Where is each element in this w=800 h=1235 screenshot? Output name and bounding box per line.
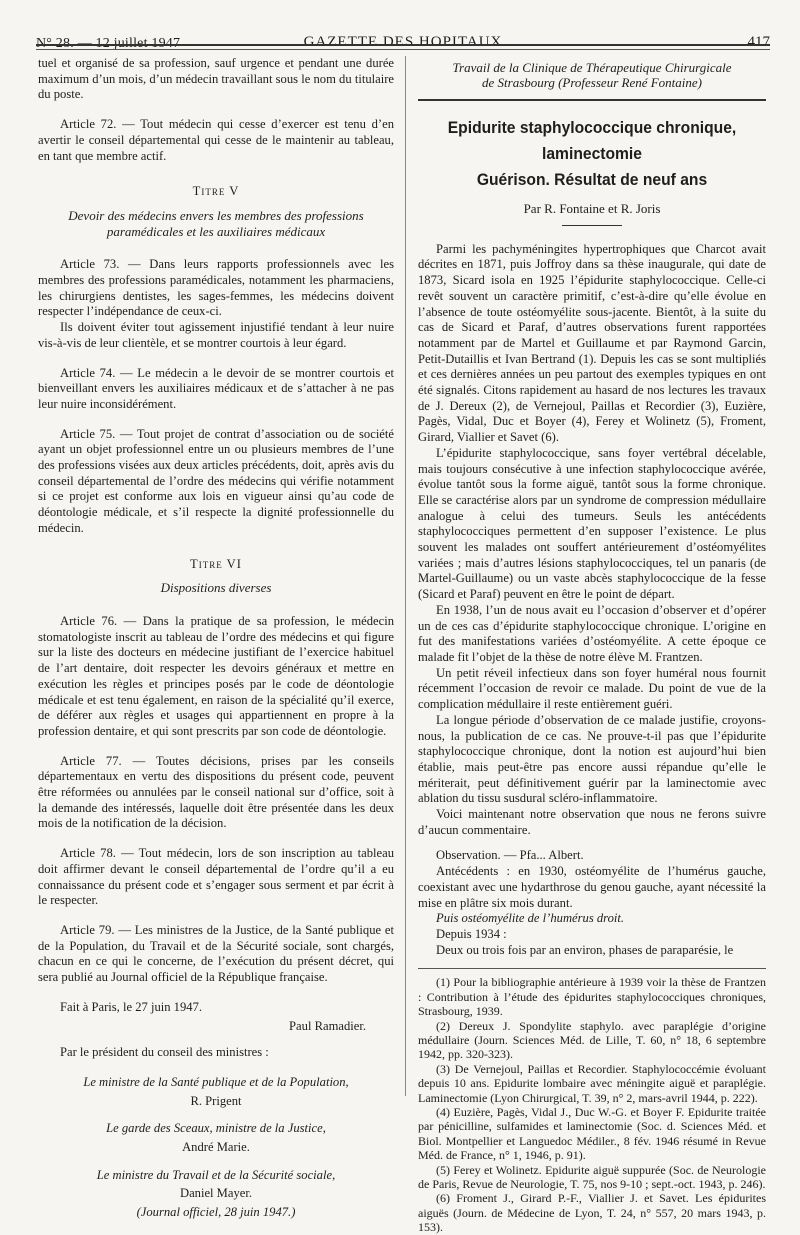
observation-text: Antécédents : en 1930, ostéomyélite de l’humérus gauche, coexistant avec une hydarthrose du genou gauche, ayant nécessité la mise en plâtre six mois durant. <box>418 864 766 910</box>
minister-name: André Marie. <box>182 1139 250 1154</box>
title-rule <box>418 99 766 101</box>
page-number: 417 <box>747 34 770 50</box>
references <box>418 968 766 1234</box>
journal-title: GAZETTE DES HOPITAUX <box>303 34 503 50</box>
article-title: Guérison. Résultat de neuf ans <box>476 170 708 189</box>
section-subtitle: Dispositions diverses <box>160 580 272 596</box>
header-rule-thin <box>36 49 770 50</box>
reference-item: (5) Ferey et Wolinetz. Epidurite aiguë suppurée (Soc. de Neurologie de Paris, Revue de Neurologie, T. 75, nos 9-10 ; sept.-oct. 1943, p. 246). <box>418 1162 766 1192</box>
page-header <box>36 16 770 51</box>
minister-name: R. Prigent <box>190 1093 242 1108</box>
reference-item: (1) Pour la bibliographie antérieure à 1939 voir la thèse de Frantzen : Contribution à l’étude des épidurites staphylococciques chroniques, Strasbourg, 1939. <box>418 975 766 1019</box>
article-74: Article 74. — Le médecin a le devoir de se montrer courtois et bienveillant envers les auxiliaires médicaux et de s’attacher à ne pas leur nuire inconsidérément. <box>38 365 394 411</box>
paragraph: Ils doivent éviter tout agissement injustifié tendant à leur nuire vis-à-vis de leur clientèle, et se montrer courtois à leur égard. <box>38 320 394 350</box>
right-column <box>418 60 766 1235</box>
minister-title: Le garde des Sceaux, ministre de la Justice, <box>106 1121 326 1136</box>
column-divider <box>405 56 406 1096</box>
observation-heading: Observation. — Pfa... Albert. <box>436 848 584 863</box>
body-paragraph: En 1938, l’un de nous avait eu l’occasion d’observer et d’opérer un de ces cas d’épidurite staphylococcique chronique. L’origine en fut des manifestations variées d’ostéomyélite. A cette époque ce malade fit l’objet de la thèse de notre élève M. Frantzen. <box>418 602 766 664</box>
short-rule <box>562 225 622 226</box>
body-paragraph: Un petit réveil infectieux dans son foyer huméral nous fournit récemment l’occasion de revoir ce malade. Du point de vue de la complication médullaire il reste entièrement guéri. <box>418 665 766 712</box>
issue-label: N° 28. — 12 juillet 1947 <box>36 36 181 51</box>
body-paragraph: L’épidurite staphylococcique, sans foyer vertébral décelable, mais toujours consécutive à une infection staphylococcique avérée, évolue tantôt sous la forme aiguë, tantôt sous la forme chronique. Elle se caractérise alors par un syndrome de compression médullaire analogue à celui des tumeurs. Seuls les antécédents staphylococciques permettent d’en supposer l’existence. Le plus souvent les malades ont souffert antérieurement d’ostéomyélites variées ; mais d’autres lésions staphylococciques, tel un panaris (de Martel-Guillaume) ou un vaste abcès staphylococcique de la fesse (Sicard et Paraf) peuvent en être le point de départ. <box>418 445 766 602</box>
article-78: Article 78. — Tout médecin, lors de son inscription au tableau doit affirmer devant le conseil départemental de l’ordre qu’il a eu connaissance du présent code et s’engager sous serment et par écrit à le respecter. <box>38 846 394 908</box>
reference-item: (6) Froment J., Girard P.-F., Viallier J. et Savet. Les épidurites aiguës (Journ. de Médecine de Lyon, T. 24, n° 557, 20 mars 1943, p. 153). <box>418 1191 766 1235</box>
paragraph: tuel et organisé de sa profession, sauf urgence et pendant une durée maximum d’un mois, d’un médecin travaillant sous le nom du titulaire du poste. <box>38 56 394 102</box>
article-73: Article 73. — Dans leurs rapports professionnels avec les membres des professions paramédicales, notamment les pharmaciens, les chirurgiens dentistes, les sages-femmes, les médecins doivent respecter l’indépendance de ceux-ci. <box>38 257 394 319</box>
minister-title: Le ministre de la Santé publique et de la Population, <box>83 1074 349 1089</box>
section-subtitle: Devoir des médecins envers les membres des professions paramédicales et les auxiliaires médicaux <box>68 207 364 239</box>
left-column <box>38 56 394 1224</box>
article-75: Article 75. — Tout projet de contrat d’association ou de société ayant un objet professionnel entre un ou plusieurs membres de l’une des professions visées aux deux articles précédents, doit, après avis du conseil départemental de l’ordre des médecins qui vérifie notamment si ce projet est conforme aux lois en vigueur ainsi qu’au code de déontologie médicale, et s’il respecte la dignité professionnelle du médecin. <box>38 426 394 535</box>
observation-text: Depuis 1934 : <box>436 926 507 941</box>
minister-title: Le ministre du Travail et de la Sécurité sociale, <box>96 1167 336 1182</box>
body-paragraph: Voici maintenant notre observation que nous ne ferons suivre d’aucun commentaire. <box>418 807 766 837</box>
reference-item: (4) Euzière, Pagès, Vidal J., Duc W.-G. et Boyer F. Epidurite traitée par pénicilline, sulfamides et laminectomie (Soc. d. Sciences Méd. et Biol. Montpellier et Languedoc Médiler., 8 fév. 1946 résumé in Revue Méd. de France, n° 1, 1946, p. 91). <box>418 1105 766 1163</box>
signature-name: Paul Ramadier. <box>289 1019 366 1034</box>
section-title-titre-5: Titre V <box>192 184 240 199</box>
body-paragraph: La longue période d’observation de ce malade justifie, croyons-nous, la publication de ce cas. Ne prouve-t-il pas que l’épidurite staphylococcique chronique, dont la notion est aujourd’hui bien établie, mais peut-être pas encore aussi répandue qu’elle le mériterait, peut définitivement guérir par la laminectomie avec ablation du tissu susdural scléro-inflammatoire. <box>418 712 766 806</box>
header-rule <box>36 44 770 46</box>
body-paragraph: Parmi les pachyméningites hypertrophiques que Charcot avait décrites en 1871, puis Joffroy dans sa thèse inaugurale, qui date de 1873, Sicard isola en 1925 l’épidurite staphylococcique. Celle-ci revêt souvent un caractère primitif, c’est-à-dire qu’elle évolue en l’absence de toute ostéomyélite sous-jacente. Bientôt, à la suite du cas de Sicard et Paraf, d’autres observations furent rapportées notamment par de Martel et Guillaume et par Raymond Garcin, Petit-Dutaillis et Ivan Bertrand (1). Depuis les cas se sont multipliés et ces dernières années un peu partout des exemples typiques en ont été signalés. Citons rapidement au hasard de nos lectures les travaux de J. Dereux (2), de Vernejoul, Paillas et Recordier (3), Euzière, Pagès, Vidal, Duc et Boyer (4), Ferey et Wolinetz (5), Froment, Girard, Viallier et Savet (6). <box>418 241 766 445</box>
clinic-line: Travail de la Clinique de Thérapeutique Chirurgicale <box>452 60 732 75</box>
section-title-titre-6: Titre VI <box>190 556 242 571</box>
authors-line: Par R. Fontaine et R. Joris <box>523 201 661 216</box>
observation-text: Puis ostéomyélite de l’humérus droit. <box>436 911 625 926</box>
reference-item: (3) De Vernejoul, Paillas et Recordier. Staphylococcémie évoluant depuis 10 ans. Epidurite lombaire avec méningite aiguë et paraplégie. Laminectomie (Lyon Chirurgical, T. 39, n° 2, mars-avril 1944, p. 222). <box>418 1061 766 1105</box>
article-79: Article 79. — Les ministres de la Justice, de la Santé publique et de la Population, du Travail et de la Sécurité sociale, sont chargés, chacun en ce qui le concerne, de l’exécution du présent décret, qui sera publié au Journal officiel de la République française. <box>38 922 394 985</box>
journal-officiel-ref: (Journal officiel, 28 juin 1947.) <box>136 1205 296 1220</box>
article-title: Epidurite staphylococcique chronique, laminectomie <box>447 118 737 163</box>
by-president: Par le président du conseil des ministres : <box>60 1045 269 1060</box>
date-line: Fait à Paris, le 27 juin 1947. <box>60 999 203 1014</box>
article-77: Article 77. — Toutes décisions, prises par les conseils départementaux en vertu des dispositions du présent code, peuvent être réformées ou annulées par le conseil national sur d’office, soit à la demande des intéressés, laquelle doit être présentée dans les deux mois de la notification de la décision. <box>38 753 394 831</box>
article-72: Article 72. — Tout médecin qui cesse d’exercer est tenu d’en avertir le conseil départemental qui cesse de le maintenir au tableau, en tant que membre actif. <box>38 117 394 163</box>
reference-item: (2) Dereux J. Spondylite staphylo. avec paraplégie d’origine médullaire (Journ. Sciences Méd. de Lille, T. 60, n° 18, 6 septembre 1942, pp. 320-323). <box>418 1018 766 1062</box>
clinic-line: de Strasbourg (Professeur René Fontaine) <box>482 75 702 90</box>
observation-text: Deux ou trois fois par an environ, phases de paraparésie, le <box>436 942 734 957</box>
minister-name: Daniel Mayer. <box>179 1186 253 1201</box>
article-76: Article 76. — Dans la pratique de sa profession, le médecin stomatologiste inscrit au tableau de l’ordre des médecins et qui figure sur la liste des docteurs en médecine justifiant de l’exercice habituel de l’art dentaire, doit respecter les devoirs généraux et mettre en exécution les règles et principes posés par le code de déontologie médicale et est tenu également, en raison de la spécialité qu’il exerce, de déférer aux règles et usages qui appartiennent en propre à la profession dentaire, et qui sont prescrits par son code de déontologie. <box>38 613 394 738</box>
